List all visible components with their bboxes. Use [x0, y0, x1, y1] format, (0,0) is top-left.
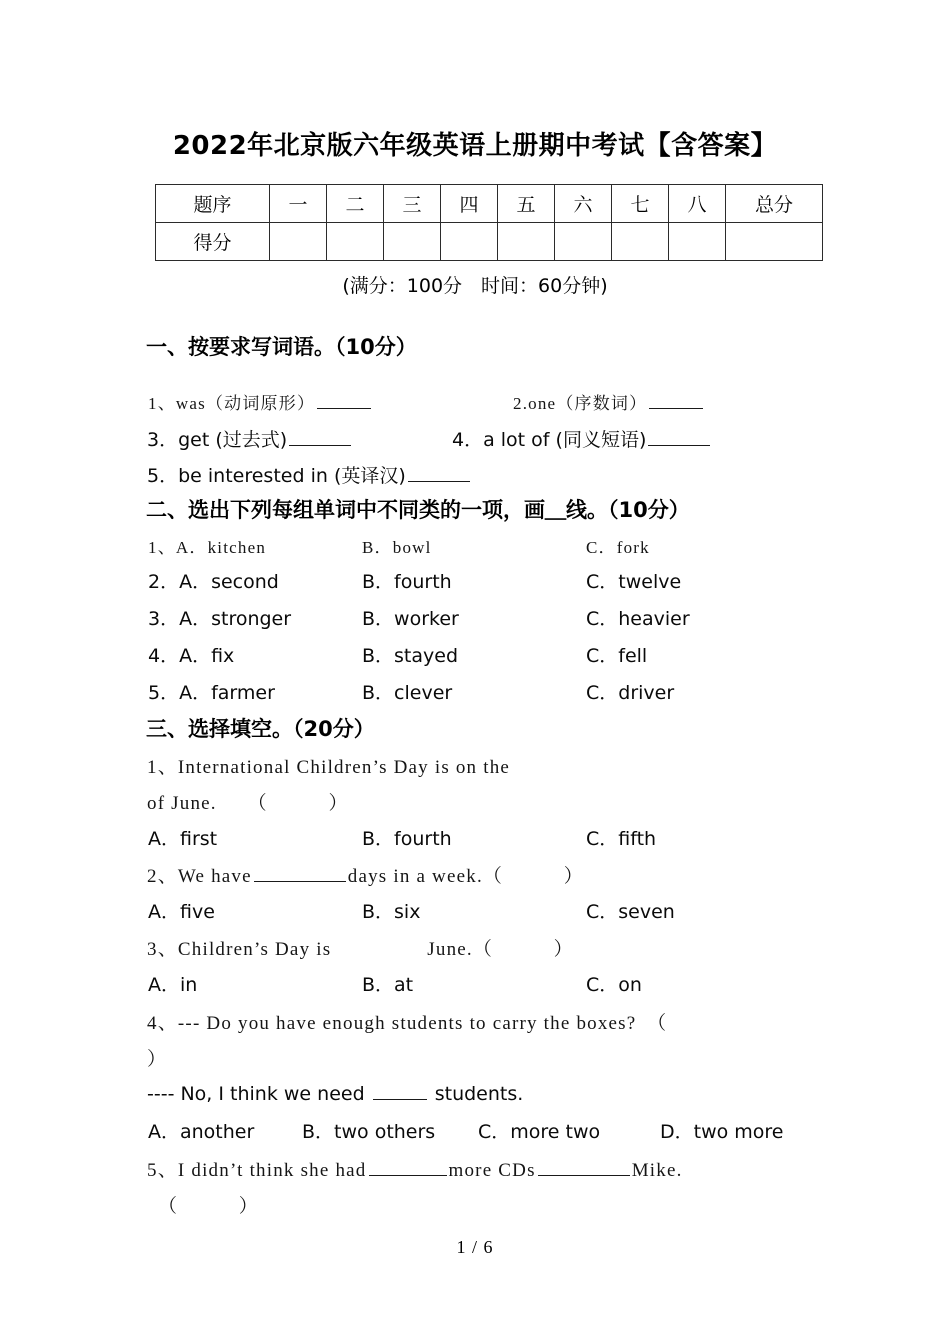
q3-3-option-b[interactable]: B．at — [362, 974, 414, 996]
q3-4-option-b[interactable]: B．two others — [302, 1121, 436, 1143]
q3-5-answer-blank-1[interactable] — [369, 1157, 447, 1176]
section-heading-3: 三、选择填空。（20分） — [146, 717, 375, 741]
q3-3-option-a[interactable]: A．in — [148, 974, 198, 996]
table-col-2: 二 — [327, 185, 384, 223]
q3-4-stem-line3-post: students. — [434, 1083, 524, 1106]
q1-3-num: 3． — [147, 429, 179, 451]
score-cell-7[interactable] — [612, 223, 669, 261]
q1-5-answer-blank[interactable] — [408, 463, 470, 482]
q1-2-word: one — [528, 394, 557, 413]
q1-4-word: a lot of — [483, 429, 550, 451]
table-col-1: 一 — [270, 185, 327, 223]
q3-3-option-c[interactable]: C．on — [586, 974, 642, 996]
q3-1-option-a[interactable]: A．first — [148, 828, 218, 850]
table-row-label-question: 题序 — [156, 185, 270, 223]
q1-3-hint: (过去式) — [215, 429, 288, 451]
q3-5-stem-post: Mike. — [631, 1160, 683, 1181]
q2-1-option-a[interactable]: 1、A．kitchen — [148, 538, 267, 557]
q1-5-word: be interested in — [178, 465, 328, 487]
table-col-total: 总分 — [726, 185, 823, 223]
q1-5-hint: (英译汉) — [333, 465, 406, 487]
q3-3-stem — [147, 934, 574, 961]
table-row-label-score: 得分 — [156, 223, 270, 261]
q3-1-stem-line1: 1、International Children’s Day is on the — [147, 757, 511, 778]
q1-4-answer-blank[interactable] — [648, 427, 710, 446]
q1-1 — [148, 389, 373, 414]
q1-1-hint: （动词原形） — [205, 394, 316, 413]
q1-3-word: get — [178, 429, 210, 451]
q3-4-option-a[interactable]: A．another — [148, 1121, 255, 1143]
q3-5-answer-blank-2[interactable] — [538, 1157, 630, 1176]
q2-1-num: 1、 — [148, 538, 176, 557]
q2-1-option-c[interactable]: C．fork — [586, 538, 650, 557]
q3-2-option-b[interactable]: B．six — [362, 901, 421, 923]
q2-3-option-c[interactable]: C．heavier — [586, 608, 690, 630]
q1-3-answer-blank[interactable] — [289, 427, 351, 446]
q1-1-answer-blank[interactable] — [317, 392, 371, 409]
q3-4-stem-line1: 4、--- Do you have enough students to carry the boxes? （ — [147, 1013, 668, 1034]
score-cell-2[interactable] — [327, 223, 384, 261]
q3-4-stem-line2: ） — [147, 1049, 168, 1070]
q3-4-stem-line3 — [147, 1081, 523, 1105]
q2-4-option-b[interactable]: B．stayed — [362, 645, 459, 667]
score-cell-1[interactable] — [270, 223, 327, 261]
q2-4-num: 4． — [148, 645, 180, 667]
q3-5-stem-mid: more CDs — [448, 1160, 536, 1181]
q1-2-hint: （序数词） — [556, 394, 648, 413]
q3-5-stem-pre: 5、I didn’t think she had — [147, 1160, 367, 1181]
q3-1-option-b[interactable]: B．fourth — [362, 828, 452, 850]
q2-5-option-b[interactable]: B．clever — [362, 682, 453, 704]
table-col-6: 六 — [555, 185, 612, 223]
q3-5-stem-line2: （ ） — [158, 1196, 260, 1217]
q1-5 — [147, 461, 472, 488]
score-cell-3[interactable] — [384, 223, 441, 261]
q2-3-num: 3． — [148, 608, 180, 630]
q2-5-option-a[interactable]: 5．A．farmer — [148, 682, 275, 704]
q2-3-option-a[interactable]: 3．A．stronger — [148, 608, 292, 630]
q2-5-num: 5． — [148, 682, 180, 704]
q1-3 — [147, 425, 353, 452]
score-cell-total[interactable] — [726, 223, 823, 261]
q2-2-num: 2． — [148, 571, 180, 593]
q1-4 — [452, 425, 712, 452]
q1-2 — [513, 389, 705, 414]
q3-1-option-c[interactable]: C．fifth — [586, 828, 657, 850]
section-heading-2: 二、选出下列每组单词中不同类的一项，画＿线。（10分） — [146, 498, 690, 522]
q1-5-num: 5． — [147, 465, 179, 487]
page-title: 2022年北京版六年级英语上册期中考试【含答案】 — [172, 131, 778, 161]
page-number: 1 / 6 — [456, 1237, 494, 1257]
q1-2-answer-blank[interactable] — [649, 392, 703, 409]
table-row-score — [156, 223, 823, 261]
score-table — [155, 184, 823, 261]
q3-3-stem-post: June.（ ） — [427, 939, 574, 960]
table-col-3: 三 — [384, 185, 441, 223]
section-heading-1: 一、按要求写词语。（10分） — [146, 335, 417, 359]
q3-5-stem — [147, 1155, 683, 1182]
score-cell-8[interactable] — [669, 223, 726, 261]
q3-2-answer-blank[interactable] — [254, 863, 346, 882]
score-cell-5[interactable] — [498, 223, 555, 261]
score-cell-6[interactable] — [555, 223, 612, 261]
q2-4-option-c[interactable]: C．fell — [586, 645, 648, 667]
table-row-header — [156, 185, 823, 223]
table-col-8: 八 — [669, 185, 726, 223]
table-col-5: 五 — [498, 185, 555, 223]
q3-3-stem-pre: 3、Children’s Day is — [147, 939, 332, 960]
q1-1-word: was — [175, 394, 206, 413]
q2-1-option-b[interactable]: B．bowl — [362, 538, 432, 557]
score-cell-4[interactable] — [441, 223, 498, 261]
q3-4-option-d[interactable]: D．two more — [660, 1121, 784, 1143]
q3-1-stem-line2: of June. （ ） — [147, 793, 349, 814]
q3-2-option-a[interactable]: A．five — [148, 901, 215, 923]
table-col-7: 七 — [612, 185, 669, 223]
q3-2-option-c[interactable]: C．seven — [586, 901, 675, 923]
q2-4-option-a[interactable]: 4．A．fix — [148, 645, 235, 667]
q3-4-answer-blank[interactable] — [373, 1081, 427, 1100]
exam-meta-line: (满分：100分 时间：60分钟) — [342, 275, 608, 297]
q3-2-stem-pre: 2、We have — [147, 866, 252, 887]
q3-2-stem — [147, 861, 584, 888]
q2-5-option-c[interactable]: C．driver — [586, 682, 675, 704]
table-col-4: 四 — [441, 185, 498, 223]
q2-2-option-c[interactable]: C．twelve — [586, 571, 682, 593]
q1-4-hint: (同义短语) — [555, 429, 647, 451]
q2-3-option-b[interactable]: B．worker — [362, 608, 459, 630]
q1-2-num: 2. — [513, 394, 529, 413]
q3-2-stem-post: days in a week.（ ） — [347, 866, 584, 887]
q2-2-option-b[interactable]: B．fourth — [362, 571, 452, 593]
q2-2-option-a[interactable]: 2．A．second — [148, 571, 279, 593]
q3-4-stem-line3-pre: ---- No, I think we need — [147, 1083, 365, 1106]
q1-4-num: 4． — [452, 429, 484, 451]
q1-1-num: 1、 — [148, 394, 176, 413]
q3-4-option-c[interactable]: C．more two — [478, 1121, 601, 1143]
